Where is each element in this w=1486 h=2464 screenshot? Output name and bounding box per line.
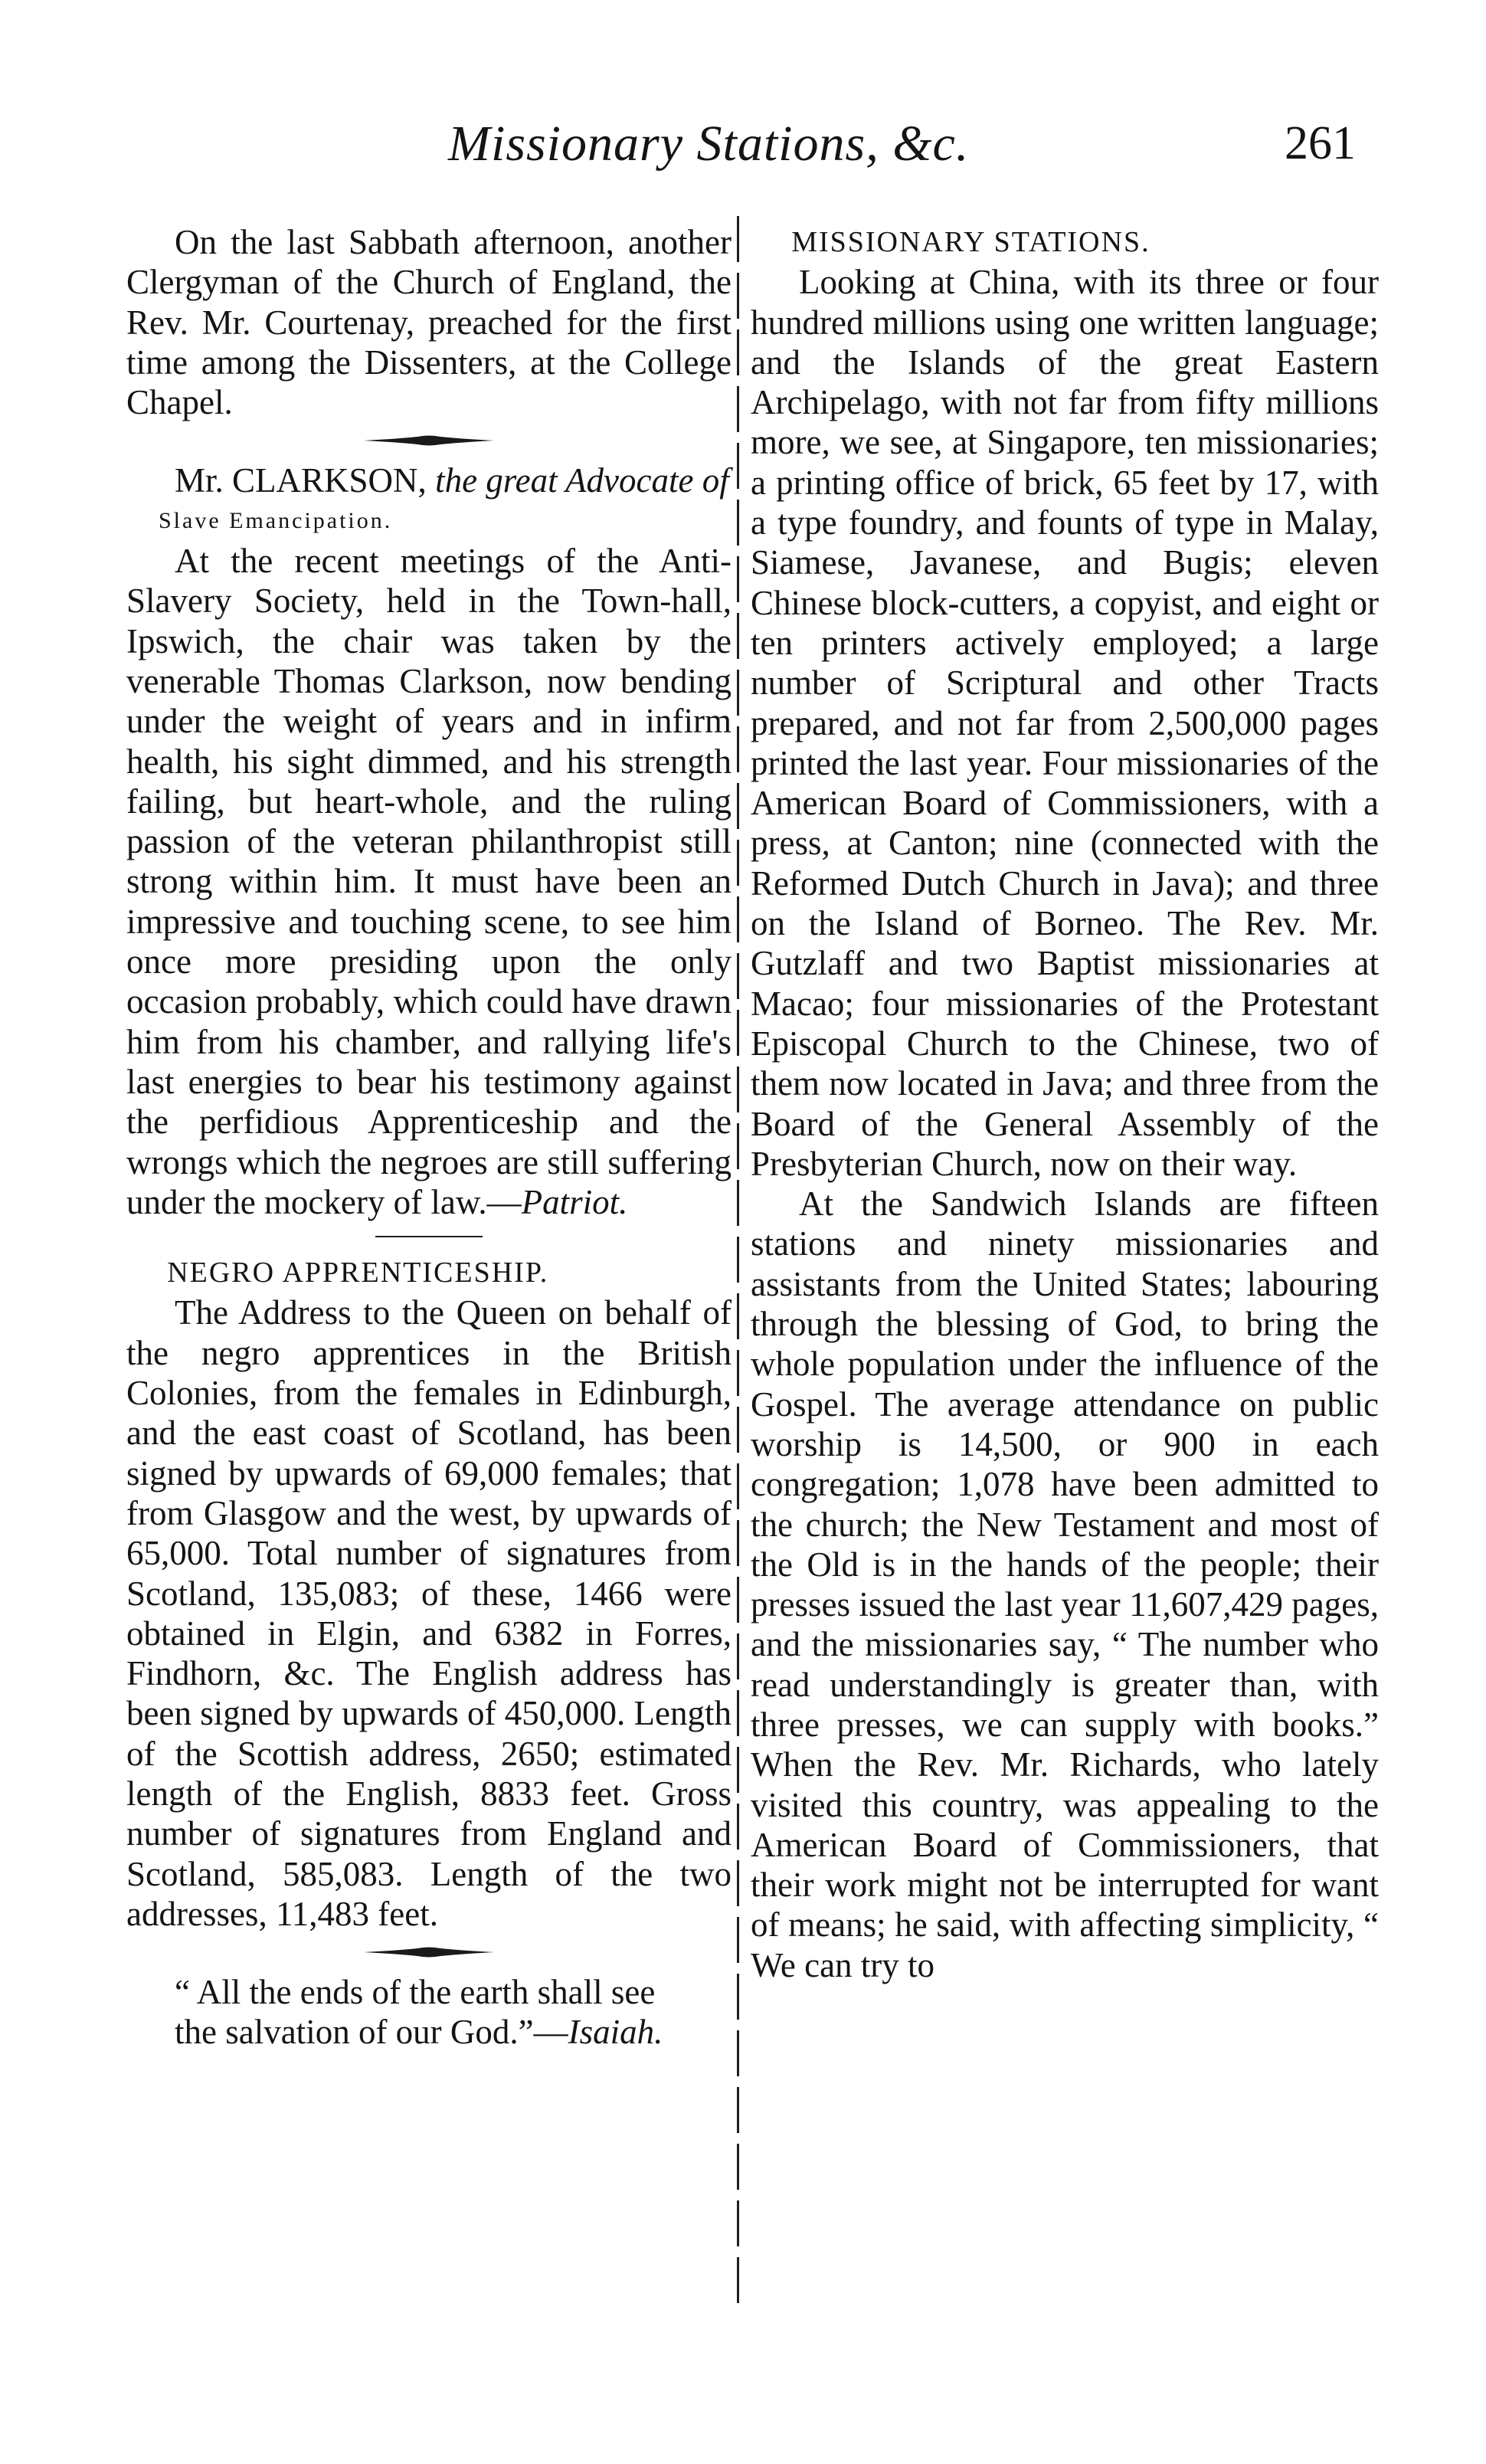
quote-line-2 [126,2012,732,2052]
missionary-stations-heading: MISSIONARY STATIONS. [791,226,1151,258]
sandwich-islands-paragraph: At the Sandwich Islands are fifteen stations and ninety missionaries and assistants from the United States; labouring through the blessing of God, to bring the whole population under the influence of the Gospel. The average attendance on public worship is 14,500, or 900 in each congregation; 1,078 have been admitted to the church; the New Testament and most of the Old is in the hands of the people; their presses issued the last year 11,607,429 pages, and the missionaries say, “ The number who read understandingly is greater than, with three presses, we can supply with books.” When the Rev. Mr. Richards, who lately visited this country, was appealing to the American Board of Commissioners, that their work might not be interrupted for want of means; he said, with affecting simplicity, “ We can try to [751,1184,1379,1984]
clarkson-heading-name: Mr. CLARKSON, [175,461,427,500]
clarkson-paragraph [126,541,732,1222]
clarkson-heading-subtitle: Slave Emancipation. [159,507,393,533]
section-rule [375,1236,483,1237]
ornament-divider [364,434,494,447]
page-number: 261 [1285,117,1356,169]
apprenticeship-heading: NEGRO APPRENTICESHIP. [167,1257,549,1289]
clarkson-heading [126,460,732,500]
china-paragraph: Looking at China, with its three or four hundred millions using one written language; and the Islands of the great Eastern Archipelago, with not far from fifty millions more, we see, at Singapore, ten missionaries; a printing office of brick, 65 feet by 17, with a type foundry, and founts of type in Malay, Siamese, Javanese, and Bugis; eleven Chinese block-cutters, a copyist, and eight or ten printers actively employed; a large number of Scriptural and other Tracts prepared, and not far from 2,500,000 pages printed the last year. Four missionaries of the American Board of Commissioners, with a press, at Canton; nine (connected with the Reformed Dutch Church in Java); and three on the Island of Borneo. The Rev. Mr. Gutzlaff and two Baptist missionaries at Macao; four missionaries of the Protestant Episcopal Church to the Chinese, two of them now located in Java; and three from the Board of the General Assembly of the Presbyterian Church, now on their way. [751,263,1379,1183]
clarkson-source: Patriot. [521,1182,628,1221]
column-divider [737,216,739,2304]
quote-line-1: “ All the ends of the earth shall see [175,1973,656,2012]
right-column [751,222,1379,1985]
page-header [130,115,1356,199]
running-title: Missionary Stations, &c. [448,116,970,172]
scripture-quote [126,1972,732,2053]
ornament-divider-2 [364,1946,494,1958]
apprenticeship-paragraph: The Address to the Queen on behalf of the negro apprentices in the British Colonies, from the females in Edinburgh, and the east coast of Scotland, has been signed by upwards of 69,000 females; that from Glasgow and the west, by upwards of 65,000. Total number of signatures from Scotland, 135,083; of these, 1466 were obtained in Elgin, and 6382 in Forres, Findhorn, &c. The English address has been signed by upwards of 450,000. Length of the Scottish address, 2650; estimated length of the English, 8833 feet. Gross number of signatures from England and Scotland, 585,083. Length of the two addresses, 11,483 feet. [126,1293,732,1933]
clarkson-text: At the recent meetings of the Anti-Slavery Society, held in the Town-hall, Ipswich, the chair was taken by the venerable Thomas Clarkson, now bending under the weight of years and in infirm health, his sight dimmed, and his strength failing, but heart-whole, and the ruling passion of the veteran philanthropist still strong within him. It must have been an impressive and touching scene, to see him once more presiding upon the only occasion probably, which could have drawn him from his chamber, and rallying life's last energies to bear his testimony against the perfidious Apprenticeship and the wrongs which the negroes are still suffering under the mockery of law.— [126,542,732,1221]
quote-text: the salvation of our God.”— [175,2013,568,2052]
quote-source: Isaiah. [568,2013,663,2052]
courtenay-paragraph: On the last Sabbath afternoon, another Clergyman of the Church of England, the Rev. Mr. Courtenay, preached for the first time among the Dissenters, at the College Chapel. [126,223,732,422]
left-column [126,222,732,2053]
clarkson-heading-title: the great Advocate of [435,461,729,500]
